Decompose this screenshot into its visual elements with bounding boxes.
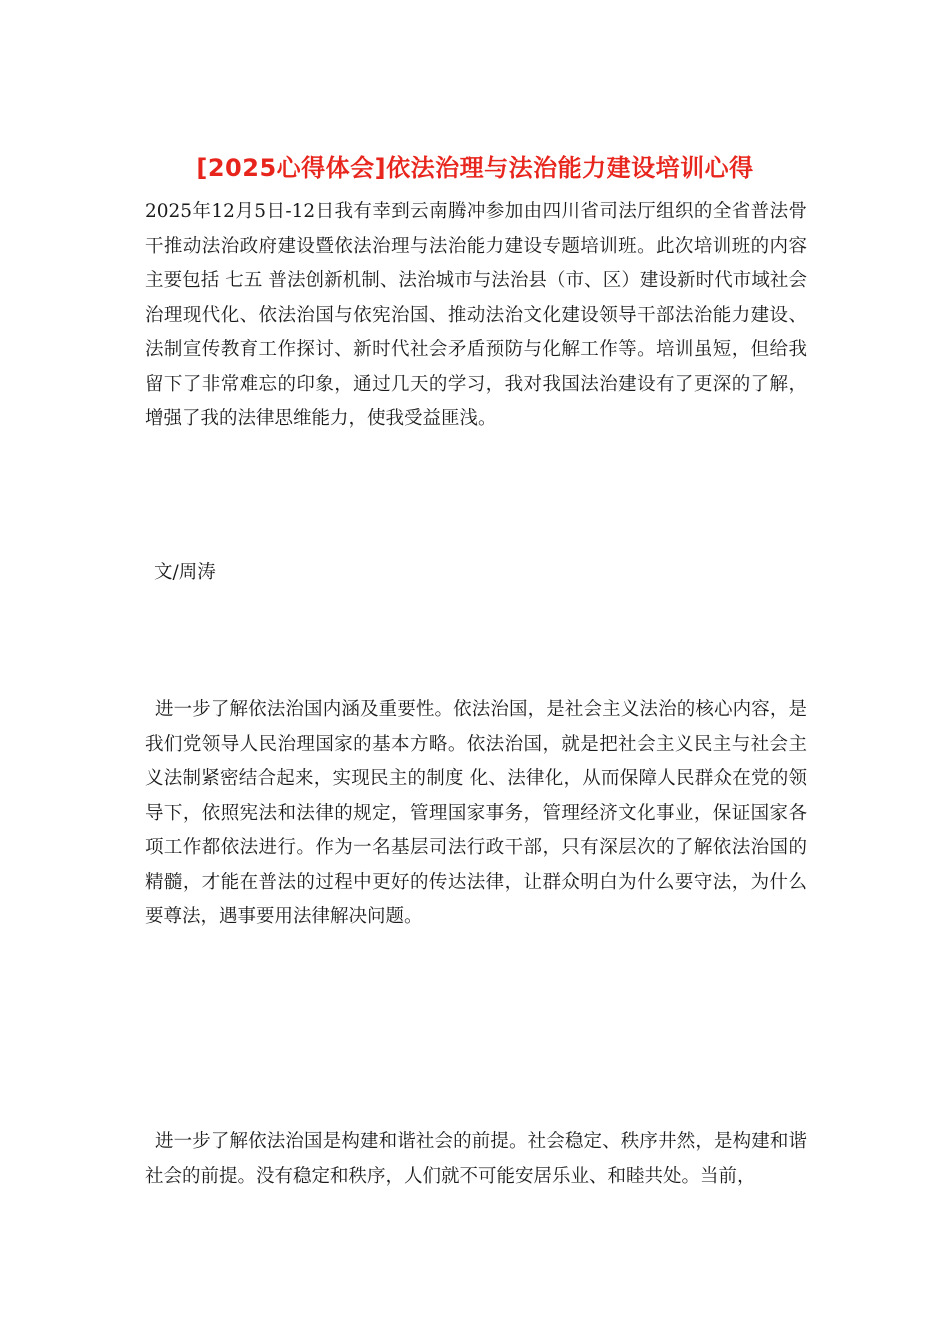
paragraph-intro: 2025年12月5日-12日我有幸到云南腾冲参加由四川省司法厅组织的全省普法骨干推动法治政府建设暨依法治理与法治能力建设专题培训班。此次培训班的内容主要包括 七五 普法创新机制、法治城市与法治县（市、区）建设新时代市域社会治理现代化、依法治国与依宪治国、推动法治文化建设领导干部法治能力建设、法制宣传教育工作探讨、新时代社会矛盾预防与化解工作等。培训虽短，但给我留下了非常难忘的印象，通过几天的学习，我对我国法治建设有了更深的了解，增强了我的法律思维能力，使我受益匪浅。: [145, 201, 807, 429]
paragraph-rule-of-law: 进一步了解依法治国内涵及重要性。依法治国，是社会主义法治的核心内容，是我们党领导人民治理国家的基本方略。依法治国，就是把社会主义民主与社会主义法制紧密结合起来，实现民主的制度 化、法律化，从而保障人民群众在党的领导下，依照宪法和法律的规定，管理国家事务，管理经济文化事业，保证国家各项工作都依法进行。作为一名基层司法行政干部，只有深层次的了解依法治国的精髓，才能在普法的过程中更好的传达法律，让群众明白为什么要守法，为什么要尊法，遇事要用法律解决问题。: [145, 699, 807, 927]
paragraph-harmonious-society: 进一步了解依法治国是构建和谐社会的前提。社会稳定、秩序井然，是构建和谐社会的前提。没有稳定和秩序，人们就不可能安居乐业、和睦共处。当前，: [145, 1131, 807, 1187]
author-line: 文/周涛: [154, 562, 216, 583]
document-title: [2025心得体会]依法治理与法治能力建设培训心得: [196, 154, 754, 182]
